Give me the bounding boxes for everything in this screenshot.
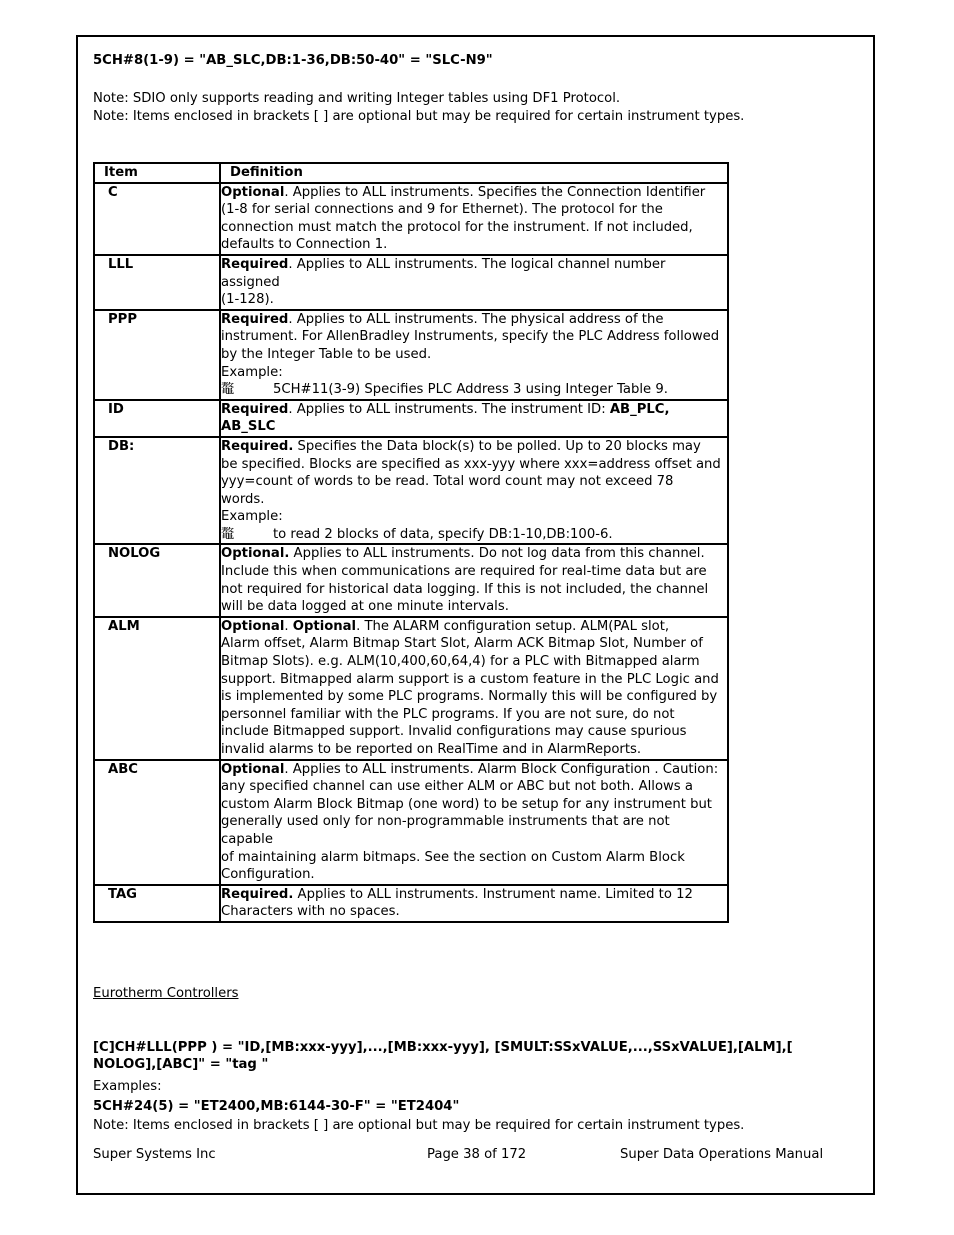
- definition-text: will be data logged at one minute intervals.: [221, 599, 509, 615]
- table-item-cell: ALM: [94, 617, 220, 760]
- definition-line: [221, 364, 725, 382]
- definition-text: (1-128).: [221, 292, 274, 308]
- definition-line: [221, 741, 725, 759]
- definition-line: [221, 866, 725, 884]
- bullet-glyph: 鼇: [221, 526, 235, 542]
- definition-line: [221, 418, 725, 436]
- table-row: [94, 544, 728, 616]
- table-item-cell: TAG: [94, 885, 220, 922]
- definition-text: instrument. For AllenBradley Instruments, specify the PLC Address followed: [221, 329, 720, 345]
- definition-line: [221, 381, 725, 399]
- definition-line: [221, 311, 725, 329]
- definition-line: [221, 401, 725, 419]
- table-item-cell: ABC: [94, 760, 220, 885]
- definition-text: Example:: [221, 509, 283, 525]
- definition-line: [221, 491, 725, 509]
- definition-line: [221, 723, 725, 741]
- example-header-line: 5CH#8(1-9) = "AB_SLC,DB:1-36,DB:50-40" = "SLC-N9": [93, 53, 493, 68]
- definition-line: [221, 761, 725, 779]
- syntax-line: NOLOG],[ABC]" = "tag ": [93, 1057, 269, 1073]
- definition-line: [221, 473, 725, 491]
- definition-text: defaults to Connection 1.: [221, 237, 388, 253]
- definition-keyword: Optional: [221, 184, 285, 200]
- definition-text: invalid alarms to be reported on RealTime and in AlarmReports.: [221, 742, 642, 757]
- notes-block: [93, 90, 853, 126]
- table-definition-cell: [220, 617, 728, 760]
- definition-line: [221, 581, 725, 599]
- table-item-cell: PPP: [94, 310, 220, 400]
- definition-text: Bitmap Slots). e.g. ALM(10,400,60,64,4) for a PLC with Bitmapped alarm: [221, 654, 700, 670]
- header-definition: Definition: [220, 163, 728, 183]
- definition-text: Include this when communications are required for real-time data but are: [221, 564, 707, 580]
- definition-line: [221, 456, 725, 474]
- definition-line: [221, 201, 725, 219]
- definition-text: . Applies to ALL instruments. The physical address of the: [288, 311, 664, 327]
- table-definition-cell: [220, 437, 728, 545]
- definition-line: [221, 903, 725, 921]
- definition-text: words.: [221, 491, 265, 507]
- definition-text: connection must match the protocol for the instrument. If not included,: [221, 219, 693, 235]
- header-item: Item: [94, 163, 220, 183]
- definition-text: Example:: [221, 364, 283, 380]
- table-row: [94, 400, 728, 437]
- definition-line: [221, 653, 725, 671]
- definition-text: . Applies to ALL instruments. The logical channel number assigned: [221, 256, 666, 290]
- definition-line: [221, 618, 725, 636]
- table-row: [94, 183, 728, 255]
- table-item-cell: C: [94, 183, 220, 255]
- definition-line: [221, 849, 725, 867]
- definition-text: 5CH#11(3-9) Specifies PLC Address 3 using Integer Table 9.: [273, 382, 668, 398]
- definition-keyword: Optional: [221, 618, 285, 634]
- definition-line: [221, 328, 725, 346]
- definition-line: [221, 184, 725, 202]
- syntax-block: [93, 1039, 823, 1074]
- definition-text: .: [284, 618, 293, 634]
- definition-text: include Bitmapped support. Invalid configurations may cause spurious: [221, 724, 687, 740]
- definition-text: generally used only for non-programmable instruments that are not capable: [221, 814, 670, 847]
- definition-line: [221, 508, 725, 526]
- definition-line: [221, 219, 725, 237]
- table-item-cell: LLL: [94, 255, 220, 310]
- example-line: 5CH#24(5) = "ET2400,MB:6144-30-F" = "ET2404": [93, 1098, 460, 1114]
- definition-text: custom Alarm Block Bitmap (one word) to be setup for any instrument but: [221, 796, 712, 812]
- definition-line: [221, 256, 725, 291]
- bullet-glyph: 鼇: [221, 382, 235, 398]
- definition-line: [221, 778, 725, 796]
- table-item-cell: NOLOG: [94, 544, 220, 616]
- section-title-link[interactable]: Eurotherm Controllers: [93, 985, 239, 1001]
- note-line: Note: SDIO only supports reading and writing Integer tables using DF1 Protocol.: [93, 91, 621, 106]
- definition-line: [221, 796, 725, 814]
- definition-text: Characters with no spaces.: [221, 904, 400, 920]
- definition-line: [221, 886, 725, 904]
- definition-text: by the Integer Table to be used.: [221, 346, 432, 362]
- definition-keyword: AB_SLC: [221, 419, 276, 435]
- table-row: [94, 617, 728, 760]
- table-definition-cell: [220, 400, 728, 437]
- definition-line: [221, 438, 725, 456]
- definition-keyword: Required.: [221, 886, 294, 902]
- examples-label: Examples:: [93, 1078, 162, 1094]
- definition-text: Specifies the Data block(s) to be polled. Up to 20 blocks may: [293, 438, 701, 454]
- definition-text: to read 2 blocks of data, specify DB:1-10,DB:100-6.: [273, 526, 613, 542]
- definition-text: be specified. Blocks are specified as xxx-yyy where xxx=address offset and: [221, 456, 721, 472]
- definition-text: not required for historical data logging. If this is not included, the channel: [221, 581, 709, 597]
- definition-text: . The ALARM configuration setup. ALM(PAL slot,: [356, 618, 670, 634]
- note-line: Note: Items enclosed in brackets [ ] are optional but may be required for certain instrument types.: [93, 109, 745, 124]
- definition-text: Applies to ALL instruments. Do not log data from this channel.: [289, 546, 705, 562]
- definition-table: [93, 162, 729, 923]
- definition-text: . Applies to ALL instruments. Specifies the Connection Identifier: [284, 184, 706, 200]
- definition-text: (1-8 for serial connections and 9 for Ethernet). The protocol for the: [221, 202, 663, 218]
- table-definition-cell: [220, 544, 728, 616]
- definition-text: is implemented by some PLC programs. Normally this will be configured by: [221, 689, 718, 705]
- definition-text: . Applies to ALL instruments. Alarm Block Configuration . Caution:: [284, 761, 719, 777]
- footer-right: Super Data Operations Manual: [620, 1147, 824, 1162]
- definition-line: [221, 813, 725, 848]
- definition-text: yyy=count of words to be read. Total word count may not exceed 78: [221, 474, 674, 490]
- definition-keyword: Optional: [292, 618, 357, 634]
- definition-line: [221, 545, 725, 563]
- table-definition-cell: [220, 885, 728, 922]
- definition-line: [221, 706, 725, 724]
- table-definition-cell: [220, 760, 728, 885]
- definition-line: [221, 291, 725, 309]
- definition-keyword: Required.: [221, 438, 294, 454]
- definition-text: any specified channel can use either ALM or ABC but not both. Allows a: [221, 779, 693, 795]
- definition-line: [221, 526, 725, 544]
- table-row: [94, 437, 728, 545]
- table-row: [94, 885, 728, 922]
- definition-text: support. Bitmapped alarm support is a custom feature in the PLC Logic and: [221, 671, 719, 687]
- definition-line: [221, 598, 725, 616]
- definition-keyword: Required: [221, 311, 289, 327]
- final-note: Note: Items enclosed in brackets [ ] are optional but may be required for certain instrument types.: [93, 1117, 745, 1133]
- footer-page-number: Page 38 of 172: [427, 1147, 527, 1162]
- page-footer: [93, 1146, 853, 1164]
- syntax-line: [C]CH#LLL(PPP ) = "ID,[MB:xxx-yyy],...,[MB:xxx-yyy], [SMULT:SSxVALUE,...,SSxVALUE],[ALM],[: [93, 1039, 793, 1055]
- definition-line: [221, 671, 725, 689]
- table-item-cell: DB:: [94, 437, 220, 545]
- definition-line: [221, 688, 725, 706]
- definition-keyword: Optional.: [221, 546, 290, 562]
- page-content: [93, 52, 853, 1135]
- table-row: [94, 310, 728, 400]
- table-definition-cell: [220, 255, 728, 310]
- definition-keyword: Required: [221, 256, 289, 272]
- definition-text: . Applies to ALL instruments. The instrument ID:: [288, 401, 610, 417]
- definition-keyword: AB_PLC,: [609, 401, 670, 417]
- definition-text: of maintaining alarm bitmaps. See the section on Custom Alarm Block: [221, 849, 685, 865]
- definition-text: Configuration.: [221, 867, 315, 883]
- definition-text: Applies to ALL instruments. Instrument name. Limited to 12: [293, 886, 693, 902]
- table-header-row: [94, 163, 728, 183]
- definition-text: Alarm offset, Alarm Bitmap Start Slot, Alarm ACK Bitmap Slot, Number of: [221, 636, 703, 652]
- table-definition-cell: [220, 310, 728, 400]
- table-item-cell: ID: [94, 400, 220, 437]
- footer-left: Super Systems Inc: [93, 1147, 216, 1162]
- table-row: [94, 760, 728, 885]
- definition-line: [221, 236, 725, 254]
- table-definition-cell: [220, 183, 728, 255]
- definition-line: [221, 563, 725, 581]
- definition-line: [221, 346, 725, 364]
- definition-keyword: Optional: [221, 761, 285, 777]
- table-row: [94, 255, 728, 310]
- definition-text: personnel familiar with the PLC programs. If you are not sure, do not: [221, 706, 675, 722]
- definition-line: [221, 635, 725, 653]
- definition-keyword: Required: [221, 401, 289, 417]
